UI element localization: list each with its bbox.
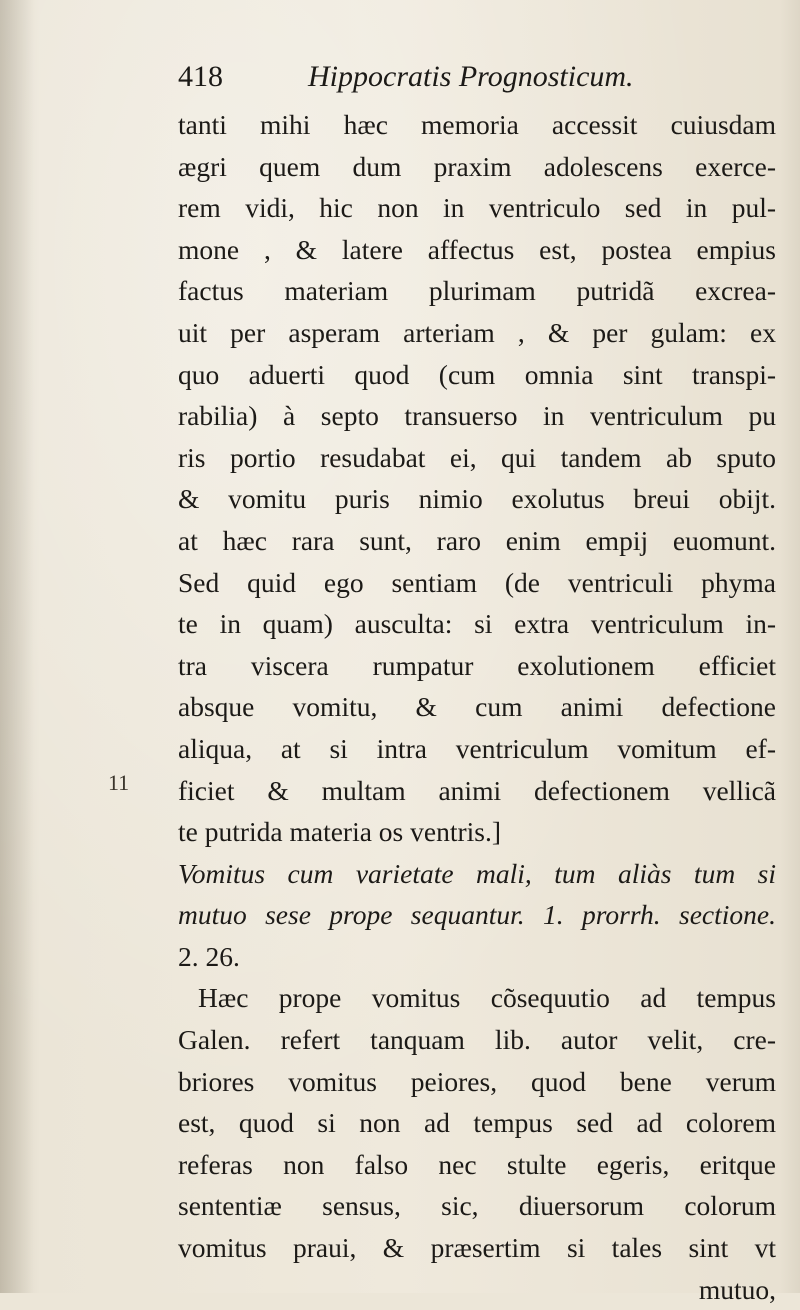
- body-text: [178, 104, 776, 1310]
- page-number: 418: [178, 60, 223, 93]
- catchword: mutuo,: [698, 1273, 776, 1305]
- italic-heading-line: Vomitus cum varietate mali, tum aliàs tum si: [178, 857, 776, 889]
- text-line: factus materiam plurimam putridã excrea-: [178, 275, 776, 307]
- text-line: rem vidi, hic non in ventriculo sed in pul-: [178, 192, 776, 224]
- text-line: Hæc prope vomitus cõsequutio ad tempus: [198, 982, 776, 1014]
- running-header: [178, 62, 634, 92]
- text-line: te putrida materia os ventris.]: [178, 816, 502, 848]
- text-line: est, quod si non ad tempus sed ad colorem: [178, 1107, 776, 1139]
- text-line: Sed quid ego sentiam (de ventriculi phyma: [178, 566, 776, 598]
- italic-heading-line: mutuo sese prope sequantur. 1. prorrh. sectione.: [178, 899, 776, 931]
- text-line: 2. 26.: [178, 940, 240, 972]
- text-line: briores vomitus peiores, quod bene verum: [178, 1065, 776, 1097]
- text-line: & vomitu puris nimio exolutus breui obijt.: [178, 483, 776, 515]
- text-line: at hæc rara sunt, raro enim empij euomunt.: [178, 524, 776, 556]
- text-line: ris portio resudabat ei, qui tandem ab sputo: [178, 441, 776, 473]
- text-line: ficiet & multam animi defectionem vellicã: [178, 774, 776, 806]
- text-line: quo aduerti quod (cum omnia sint transpi-: [178, 358, 776, 390]
- text-line: referas non falso nec stulte egeris, eritque: [178, 1148, 776, 1180]
- text-line: Galen. refert tanquam lib. autor velit, cre-: [178, 1024, 776, 1056]
- text-line: mone , & latere affectus est, postea empius: [178, 233, 776, 265]
- text-line: vomitus praui, & præsertim si tales sint vt: [178, 1232, 776, 1264]
- header-title-rest: Prognosticum.: [458, 60, 634, 93]
- text-line: tra viscera rumpatur exolutionem efficiet: [178, 649, 776, 681]
- header-title-italic: Hippocratis: [308, 60, 452, 93]
- text-line: aliqua, at si intra ventriculum vomitum ef-: [178, 732, 776, 764]
- text-line: tanti mihi hæc memoria accessit cuiusdam: [178, 109, 776, 140]
- text-line: te in quam) ausculta: si extra ventriculum in-: [178, 608, 776, 640]
- text-line: ægri quem dum praxim adolescens exerce-: [178, 150, 776, 182]
- text-line: sententiæ sensus, sic, diuersorum colorum: [178, 1190, 776, 1222]
- text-line: absque vomitu, & cum animi defectione: [178, 691, 776, 723]
- gutter-shadow: [0, 0, 34, 1293]
- margin-number: 11: [108, 770, 130, 795]
- text-line: rabilia) à septo transuerso in ventriculum pu: [178, 400, 776, 432]
- text-line: uit per asperam arteriam , & per gulam: ex: [178, 316, 776, 348]
